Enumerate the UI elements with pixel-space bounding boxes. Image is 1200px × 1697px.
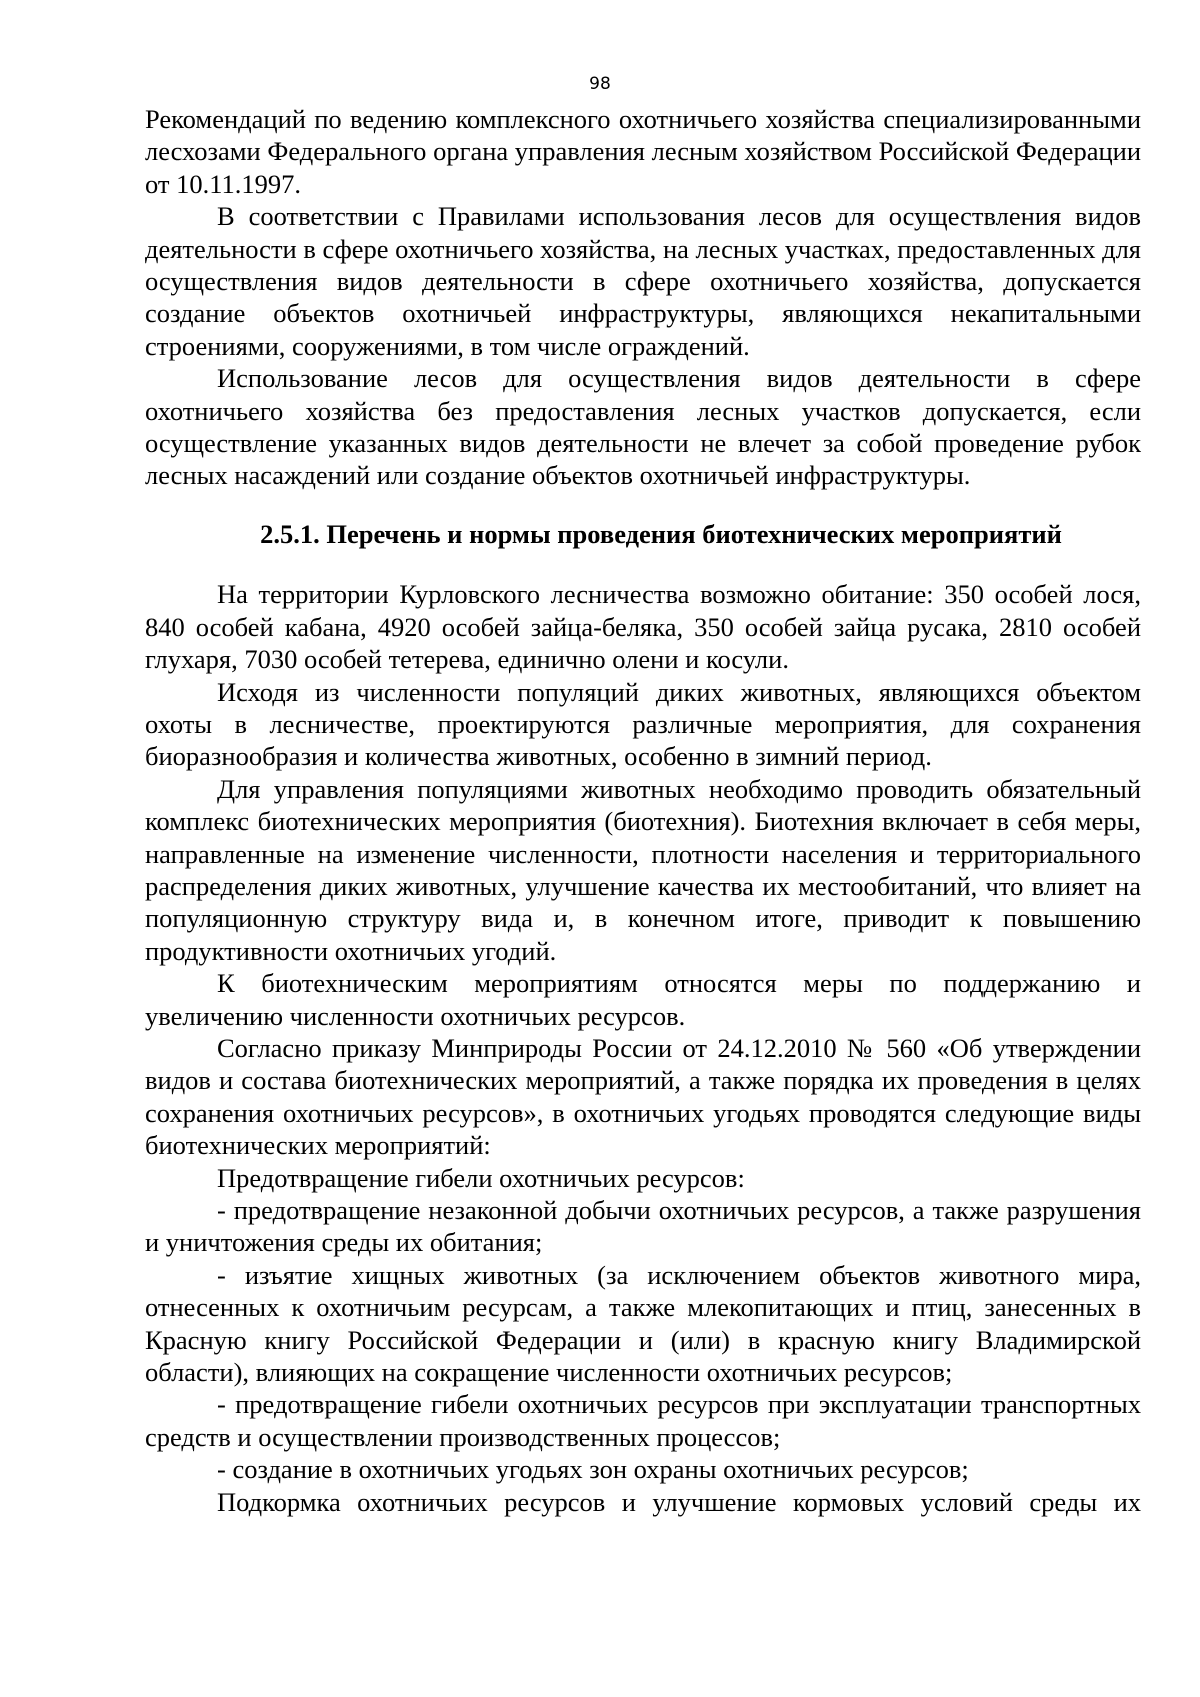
paragraph-biotechnics: Для управления популяциями животных необходимо проводить обязательный комплекс биотехнических мероприятия (биотехния). Биотехния включает в себя меры, направленные на изменение численности, плотности населения и территориального распределения диких животных, улучшение качества их местообитаний, что влияет на популяционную структуру вида и, в конечном итоге, приводит к повышению продуктивности охотничьих угодий. (145, 773, 1141, 966)
page-number: 98 (589, 74, 611, 94)
paragraph-forest-use-without-plots: Использование лесов для осуществления видов деятельности в сфере охотничьего хозяйства без предоставления лесных участков допускается, если осуществление указанных видов деятельности не влечет за собой проведение рубок лесных насаждений или создание объектов охотничьей инфраструктуры. (145, 363, 1141, 491)
paragraph-recommendations: Рекомендаций по ведению комплексного охотничьего хозяйства специализированными лесхозами Федерального органа управления лесным хозяйством Российской Федерации от 10.11.1997. (145, 104, 1141, 199)
list-item-predator-removal: - изъятие хищных животных (за исключением объектов животного мира, отнесенных к охотничьим ресурсам, а также млекопитающих и птиц, занесенных в Красную книгу Российской Федерации и (или) в красную книгу Владимирской области), влияющих на сокращение численности охотничьих ресурсов; (145, 1259, 1141, 1388)
section-heading: 2.5.1. Перечень и нормы проведения биотехнических мероприятий (260, 518, 1062, 549)
paragraph-ministry-order: Согласно приказу Минприроды России от 24.12.2010 № 560 «Об утверждении видов и состава биотехнических мероприятий, а также порядка их проведения в целях сохранения охотничьих ресурсов», в охотничьих угодьях проводятся следующие виды биотехнических мероприятий: (145, 1032, 1141, 1161)
paragraph-biotech-measures: К биотехническим мероприятиям относятся меры по поддержанию и увеличению численности охотничьих ресурсов. (145, 968, 1141, 1031)
paragraph-feeding: Подкормка охотничьих ресурсов и улучшение кормовых условий среды их (217, 1486, 1141, 1517)
list-item-transport-prevention: - предотвращение гибели охотничьих ресурсов при эксплуатации транспортных средств и осуществлении производственных процессов; (145, 1389, 1141, 1452)
paragraph-prevention-heading: Предотвращение гибели охотничьих ресурсов: (217, 1162, 745, 1193)
list-item-protection-zones: - создание в охотничьих угодьях зон охраны охотничьих ресурсов; (217, 1454, 969, 1485)
list-item-illegal-hunting: - предотвращение незаконной добычи охотничьих ресурсов, а также разрушения и уничтожения среды их обитания; (145, 1195, 1141, 1258)
paragraph-planned-measures: Исходя из численности популяций диких животных, являющихся объектом охоты в лесничестве, проектируются различные мероприятия, для сохранения биоразнообразия и количества животных, особенно в зимний период. (145, 676, 1141, 772)
paragraph-forest-use-rules: В соответствии с Правилами использования лесов для осуществления видов деятельности в сфере охотничьего хозяйства, на лесных участках, предоставленных для осуществления видов деятельности в сфере охотничьего хозяйства, допускается создание объектов охотничьей инфраструктуры, являющихся некапитальными строениями, сооружениями, в том числе ограждений. (145, 201, 1141, 361)
paragraph-animal-population: На территории Курловского лесничества возможно обитание: 350 особей лося, 840 особей кабана, 4920 особей зайца-беляка, 350 особей зайца русака, 2810 особей глухаря, 7030 особей тетерева, единично олени и косули. (145, 579, 1141, 675)
document-body (145, 103, 1141, 1518)
